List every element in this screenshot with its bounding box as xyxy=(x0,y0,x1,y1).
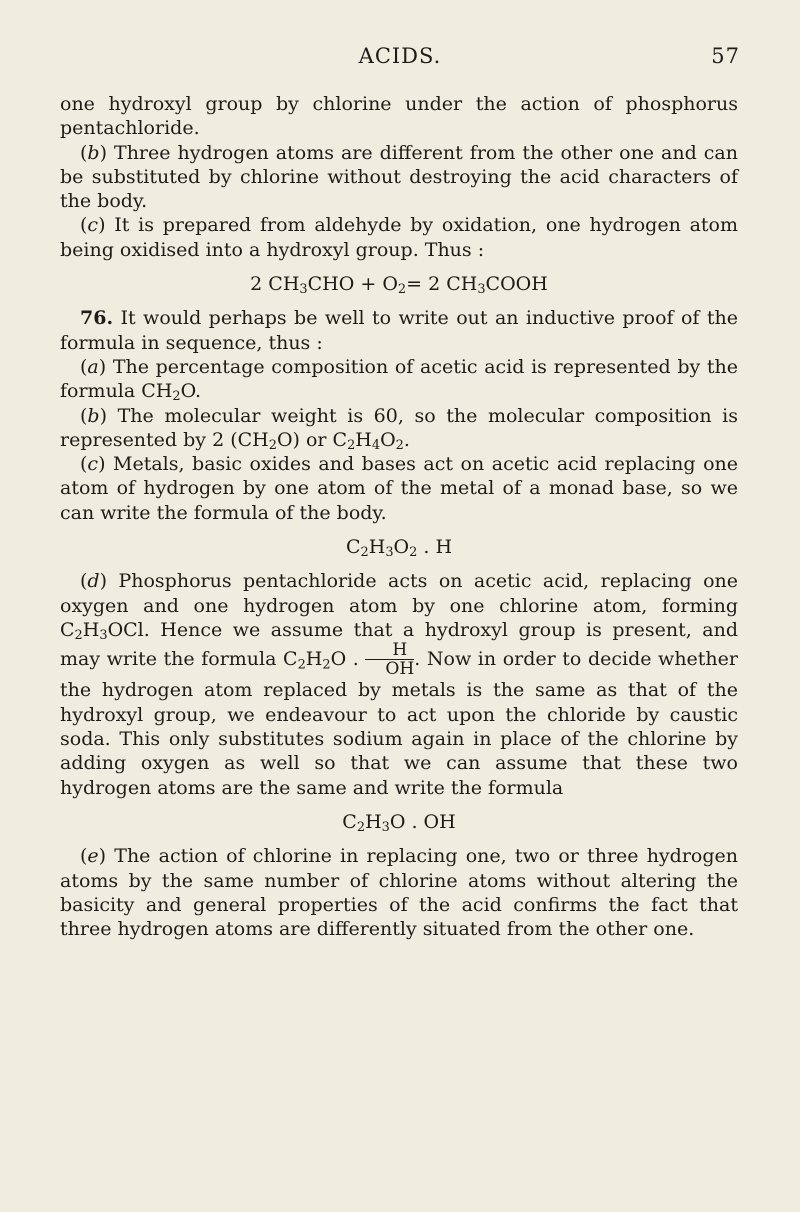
paragraph-continued: one hydroxyl group by chlorine under the action of phosphorus pentachloride. xyxy=(60,93,738,140)
stacked-formula: $\frac{H}{OH}$ xyxy=(365,642,414,678)
page-number: 57 xyxy=(711,44,740,68)
section-76 xyxy=(60,306,738,355)
item-label: c xyxy=(87,453,99,476)
oxidation-equation: 2 $CH_3CHO + O_2= 2$ $CH_3COOH$ xyxy=(250,273,548,298)
body-text xyxy=(60,92,738,941)
item-text: Metals, basic oxides and bases act on acetic acid replacing one atom of hydrogen by one atom of the metal of a monad base, so we can write the formula of the body. xyxy=(60,453,738,524)
running-title: ACIDS. xyxy=(358,44,442,68)
item-label: d xyxy=(87,570,100,593)
item-text: It is prepared from aldehyde by oxidation, one hydrogen atom being oxidised into a hydroxyl group. Thus : xyxy=(60,214,738,261)
item-text: Three hydrogen atoms are different from the other one and can be substituted by chlorine without destroying the acid characters of the body. xyxy=(60,141,738,213)
item-text: The action of chlorine in replacing one, two or three hydrogen atoms by the same number of chlorine atoms without altering the basicity and general properties of the acid confirms the fact that three hydrogen atoms are differently situated from the other one. xyxy=(60,845,738,941)
item-label: b xyxy=(87,141,100,164)
item-a: (a) The percentage composition of acetic acid is represented by the formula $CH_2O$. xyxy=(60,355,738,405)
item-b: (b) Three hydrogen atoms are different from the other one and can be substituted by chlorine without destroying the acid characters of the body. xyxy=(60,141,738,213)
item-b-molecular: (b) The molecular weight is 60, so the molecular composition is represented by 2 $(CH_2O)$ or $C_2H_4O_2$. xyxy=(60,404,738,454)
item-c-metals: (c) Metals, basic oxides and bases act on acetic acid replacing one atom of hydrogen by one atom of the metal of a monad base, so we can write the formula of the body. xyxy=(60,453,738,524)
item-label: b xyxy=(87,404,100,427)
item-c: (c) It is prepared from aldehyde by oxidation, one hydrogen atom being oxidised into a hydroxyl group. Thus : xyxy=(60,214,738,261)
section-text: It would perhaps be well to write out an inductive proof of the formula in sequence, thus : xyxy=(60,307,738,354)
acid-formula: $C_2H_3O$ . OH xyxy=(342,810,456,836)
section-number: 76. xyxy=(80,307,114,330)
item-label: c xyxy=(87,214,99,237)
item-d: (d) Phosphorus pentachloride acts on acetic acid, replacing one oxygen and one hydrogen atom by one chlorine atom, forming $C_2H_3OCl$. Hence we assume that a hydroxyl group is present, and may write the formula $C_2H_2O$ . $\frac{H}{OH}$ . Now in order to decide whether the hydrogen atom replaced by metals is the same as that of the hydroxyl group, we endeavour to act upon the chloride by caustic soda. This only substitutes sodium again in place of the chlorine by adding oxygen as well so that we can assume that these two hydrogen atoms are the same and write the formula xyxy=(60,570,738,799)
item-e: (e) The action of chlorine in replacing one, two or three hydrogen atoms by the same number of chlorine atoms without altering the basicity and general properties of the acid confirms the fact that three hydrogen atoms are differently situated from the other one. xyxy=(60,845,738,941)
item-label: a xyxy=(87,355,99,378)
item-label: e xyxy=(87,845,99,868)
salt-formula: $C_2H_3O_2$ . H xyxy=(345,536,453,561)
